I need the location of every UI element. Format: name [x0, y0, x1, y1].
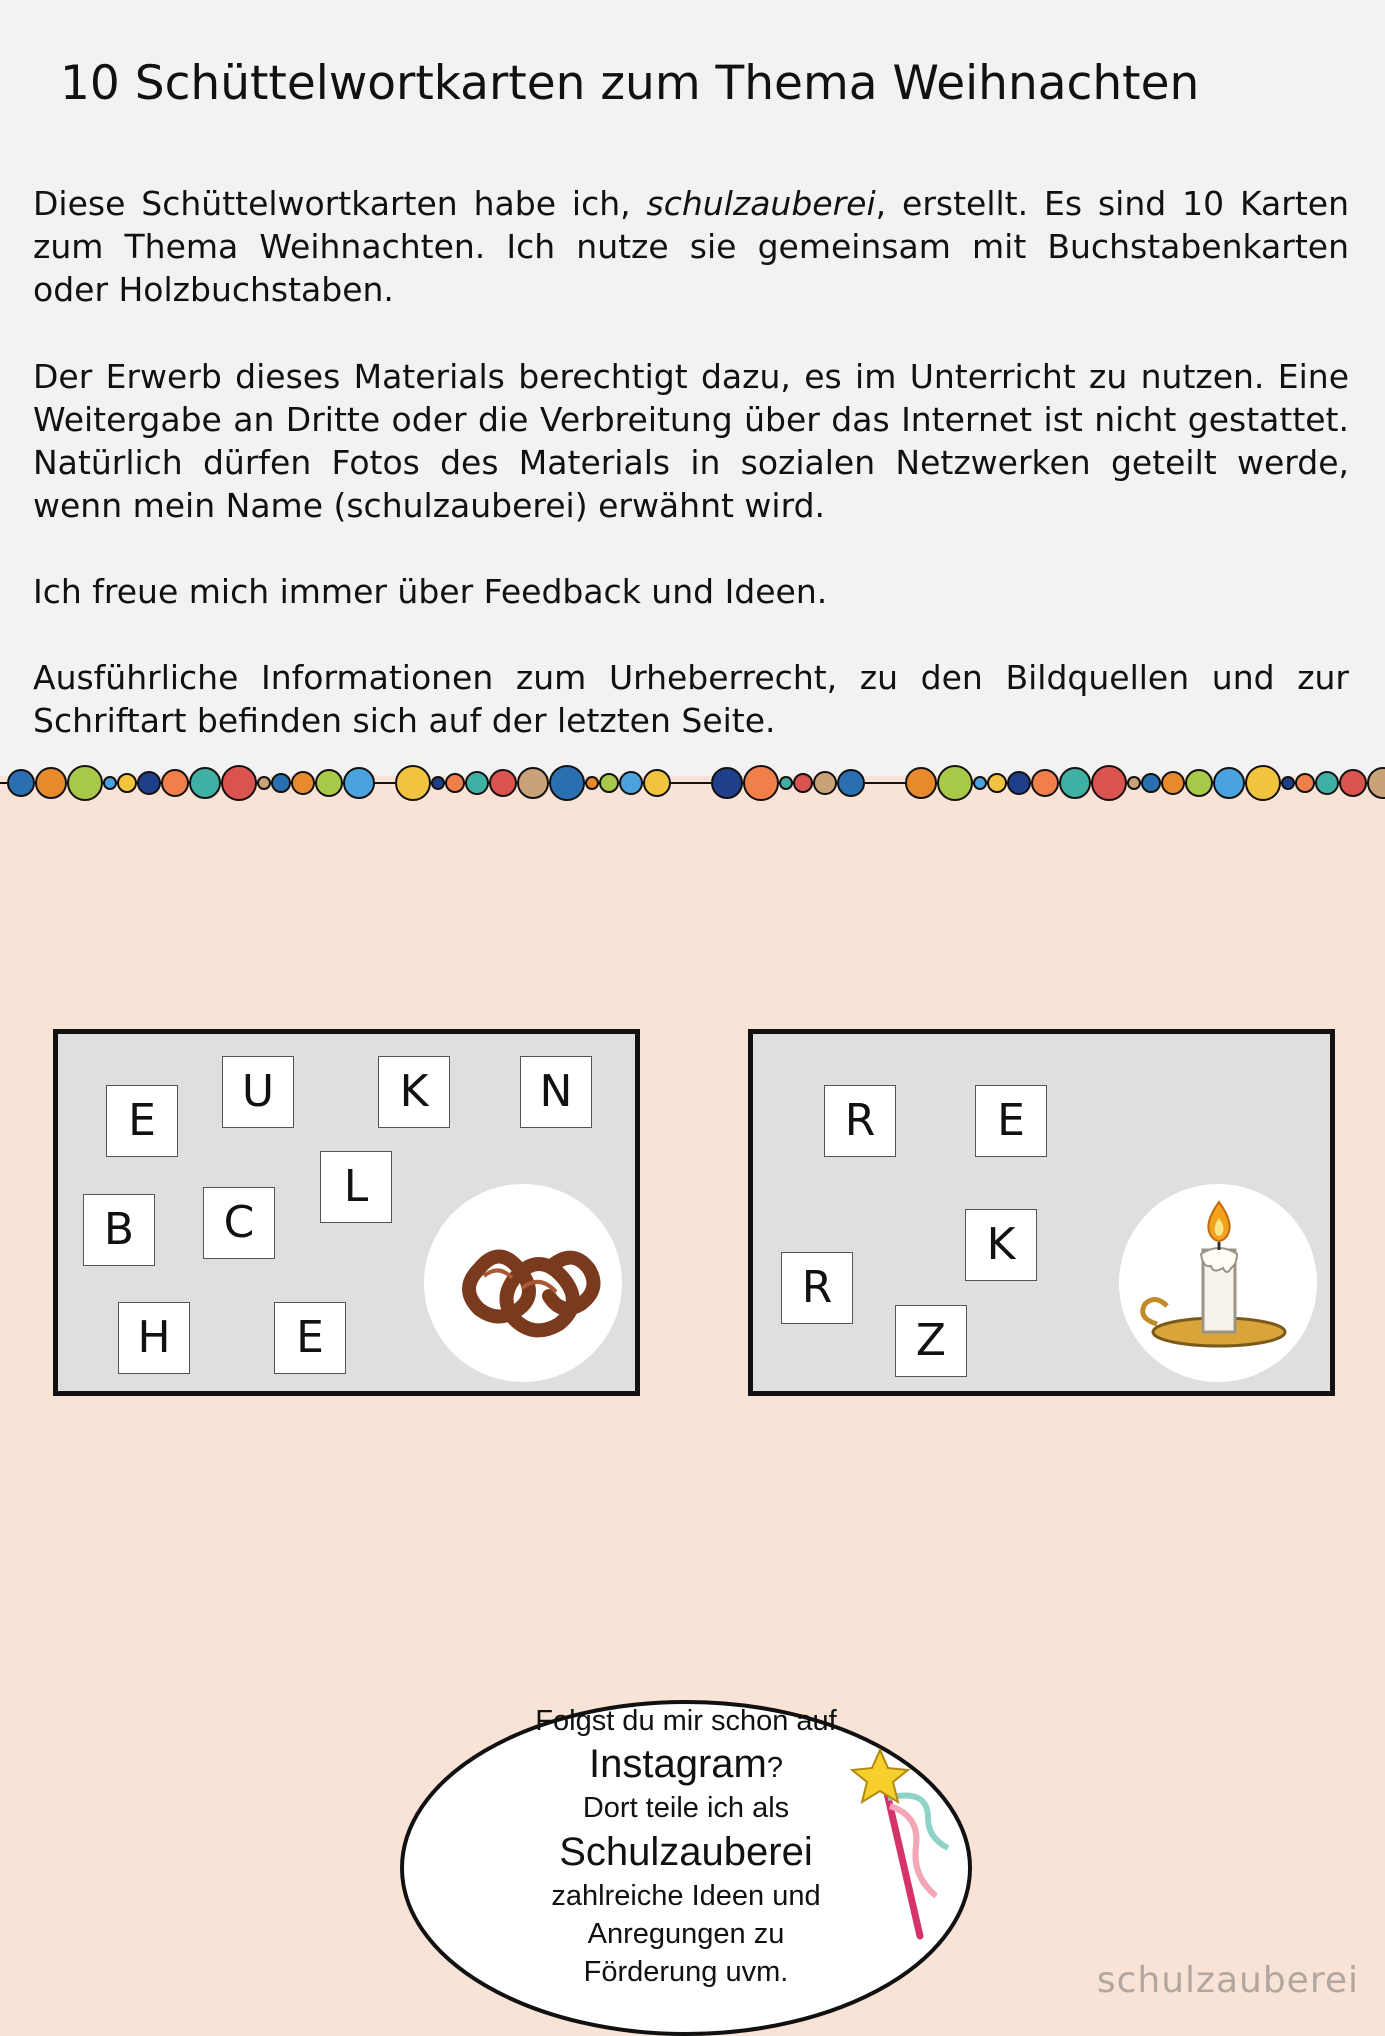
bead [138, 772, 160, 794]
bead [162, 770, 188, 796]
bead [1186, 770, 1212, 796]
bead [1214, 768, 1244, 798]
bead [490, 770, 516, 796]
bead [1142, 774, 1160, 792]
bead [222, 766, 256, 800]
bubble-line-2 [458, 1742, 914, 1787]
bead [1032, 770, 1058, 796]
letter-tile: E [975, 1085, 1047, 1157]
bead [744, 766, 778, 800]
bead [1246, 766, 1280, 800]
bead [838, 770, 864, 796]
bead [190, 768, 220, 798]
bead [68, 766, 102, 800]
feedback-paragraph: Ich freue mich immer über Feedback und Ideen. [33, 572, 828, 611]
bead [814, 772, 836, 794]
bead [1296, 774, 1314, 792]
bead [550, 766, 584, 800]
letter-tile: Z [895, 1305, 967, 1377]
bead [586, 777, 598, 789]
bead [1316, 772, 1338, 794]
bead-garland-divider [0, 755, 1385, 811]
question-mark: ? [766, 1752, 783, 1784]
bubble-line-4: Schulzauberei [559, 1830, 813, 1874]
bead [316, 770, 342, 796]
bead [1282, 777, 1294, 789]
copyright-info-paragraph: Ausführliche Informationen zum Urheberrecht, zu den Bildquellen und zur Schriftart befinden sich auf der letzten Seite. [33, 658, 1349, 740]
intro-paragraph-1 [33, 182, 1349, 311]
bead [780, 777, 792, 789]
author-name: schulzauberei [646, 184, 876, 223]
bead [258, 777, 270, 789]
letter-tile: K [378, 1056, 450, 1128]
letter-tile: N [520, 1056, 592, 1128]
instagram-bubble [398, 1696, 974, 2036]
letter-tile: E [274, 1302, 346, 1374]
bubble-line-6: Anregungen zu [587, 1918, 785, 1950]
bead [988, 774, 1006, 792]
bead [1128, 777, 1140, 789]
bead [794, 774, 812, 792]
letter-tile: H [118, 1302, 190, 1374]
bead [36, 768, 66, 798]
letter-tile: K [965, 1209, 1037, 1281]
footer-brand: schulzauberei [1096, 1960, 1359, 2001]
bead [644, 770, 670, 796]
letter-tile: L [320, 1151, 392, 1223]
letter-tile: E [106, 1085, 178, 1157]
bead [974, 777, 986, 789]
letter-tile: C [203, 1187, 275, 1259]
page-title: 10 Schüttelwortkarten zum Thema Weihnachten [60, 56, 1200, 111]
bead [1008, 772, 1030, 794]
license-paragraph: Der Erwerb dieses Materials berechtigt dazu, es im Unterricht zu nutzen. Eine Weitergabe an Dritte oder die Verbreitung über das Internet ist nicht gestattet. Natürlich dürfen Fotos des Materials in sozialen Netzwerken geteilt werde, wenn mein Name (schulzauberei) erwähnt wird. [33, 357, 1349, 525]
bead [518, 768, 548, 798]
letter-tile: B [83, 1194, 155, 1266]
bead [1368, 768, 1385, 798]
shake-word-card-1 [53, 1029, 640, 1396]
bead [446, 774, 464, 792]
instagram-label: Instagram [589, 1742, 767, 1786]
bead [344, 768, 374, 798]
bubble-line-5: zahlreiche Ideen und [551, 1880, 821, 1912]
letter-tile: U [222, 1056, 294, 1128]
bead [1162, 772, 1184, 794]
bead [8, 770, 34, 796]
intro-text-end: , erstellt. Es sind 10 Karten zum Thema Weihnachten. Ich nutze sie gemeinsam mit Buchstabenkarten oder Holzbuchstaben. [33, 184, 1349, 309]
bead [118, 774, 136, 792]
intro-text-start: Diese Schüttelwortkarten habe ich, [33, 184, 647, 223]
bead [600, 774, 618, 792]
bead [466, 772, 488, 794]
letter-tile: R [781, 1252, 853, 1324]
bead [292, 772, 314, 794]
bead [620, 772, 642, 794]
bead [1092, 766, 1126, 800]
bead [432, 777, 444, 789]
lebkuchen-pretzel-icon [424, 1184, 622, 1382]
bead [1340, 770, 1366, 796]
bead [938, 766, 972, 800]
bubble-line-7: Förderung uvm. [583, 1956, 789, 1988]
bubble-line-3: Dort teile ich als [582, 1792, 790, 1824]
bead [712, 768, 742, 798]
candle-icon [1119, 1184, 1317, 1382]
letter-tile: R [824, 1085, 896, 1157]
bead [906, 768, 936, 798]
bead [104, 777, 116, 789]
bead [396, 766, 430, 800]
bead [1060, 768, 1090, 798]
shake-word-card-2 [748, 1029, 1335, 1396]
bead [272, 774, 290, 792]
magic-wand-icon [850, 1746, 950, 1946]
bubble-line-1: Folgst du mir schon auf [535, 1705, 837, 1737]
